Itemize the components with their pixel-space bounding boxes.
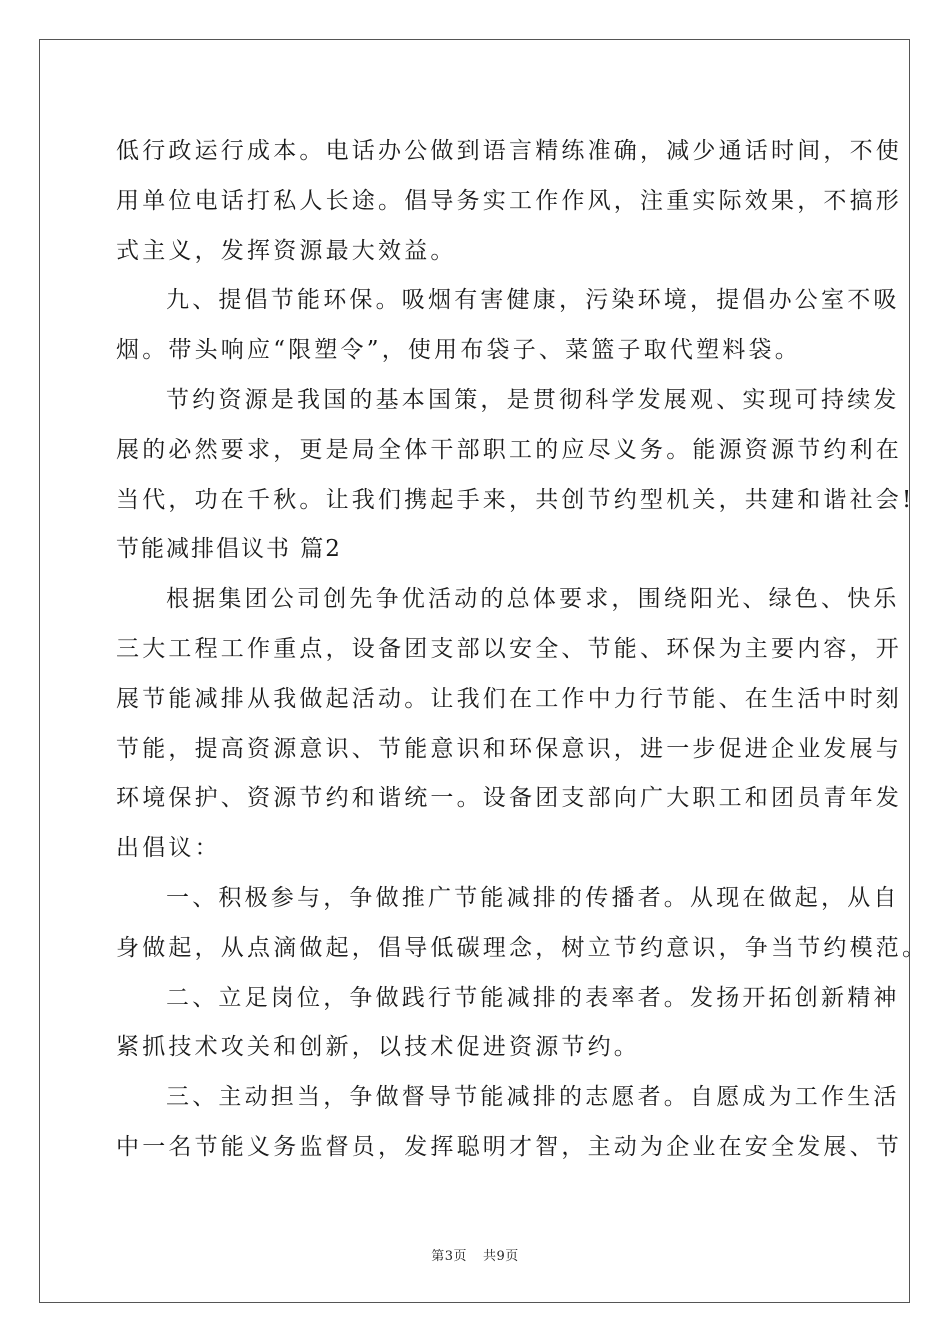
text-line: 三大工程工作重点，设备团支部以安全、节能、环保为主要内容，开 bbox=[116, 635, 902, 662]
section-heading: 节能减排倡议书 篇2 bbox=[116, 536, 342, 563]
text-line: 式主义，发挥资源最大效益。 bbox=[116, 237, 457, 264]
paragraph-start-line: 根据集团公司创先争优活动的总体要求，围绕阳光、绿色、快乐 bbox=[166, 586, 900, 613]
paragraph-start-line: 九、提倡节能环保。吸烟有害健康，污染环境，提倡办公室不吸 bbox=[166, 287, 900, 314]
text-line: 环境保护、资源节约和谐统一。设备团支部向广大职工和团员青年发 bbox=[116, 785, 902, 812]
text-line: 低行政运行成本。电话办公做到语言精练准确，减少通话时间，不使 bbox=[116, 138, 902, 164]
page-footer bbox=[0, 1245, 950, 1264]
text-line: 展的必然要求，更是局全体干部职工的应尽义务。能源资源节约利在 bbox=[116, 436, 902, 463]
text-line: 出倡议： bbox=[116, 835, 221, 862]
page-total: 共9页 bbox=[483, 1249, 519, 1264]
text-line: 节能，提高资源意识、节能意识和环保意识，进一步促进企业发展与 bbox=[116, 735, 902, 762]
paragraph-start-line: 三、主动担当，争做督导节能减排的志愿者。自愿成为工作生活 bbox=[166, 1084, 900, 1111]
text-line: 烟。带头响应“限塑令”，使用布袋子、菜篮子取代塑料袋。 bbox=[116, 337, 801, 364]
page-number: 第3页 bbox=[431, 1249, 467, 1264]
text-line: 当代，功在千秋。让我们携起手来，共创节约型机关，共建和谐社会! bbox=[116, 486, 915, 513]
text-line: 紧抓技术攻关和创新，以技术促进资源节约。 bbox=[116, 1034, 640, 1061]
text-line: 身做起，从点滴做起，倡导低碳理念，树立节约意识，争当节约模范。 bbox=[116, 934, 929, 961]
paragraph-start-line: 二、立足岗位，争做践行节能减排的表率者。发扬开拓创新精神 bbox=[166, 984, 900, 1011]
text-line: 展节能减排从我做起活动。让我们在工作中力行节能、在生活中时刻 bbox=[116, 685, 902, 712]
paragraph-start-line: 一、积极参与，争做推广节能减排的传播者。从现在做起，从自 bbox=[166, 884, 900, 911]
text-line: 用单位电话打私人长途。倡导务实工作作风，注重实际效果，不搞形 bbox=[116, 187, 902, 214]
text-line: 中一名节能义务监督员，发挥聪明才智，主动为企业在安全发展、节 bbox=[116, 1133, 902, 1160]
document-body bbox=[116, 127, 929, 1173]
paragraph-start-line: 节约资源是我国的基本国策，是贯彻科学发展观、实现可持续发 bbox=[166, 386, 900, 413]
